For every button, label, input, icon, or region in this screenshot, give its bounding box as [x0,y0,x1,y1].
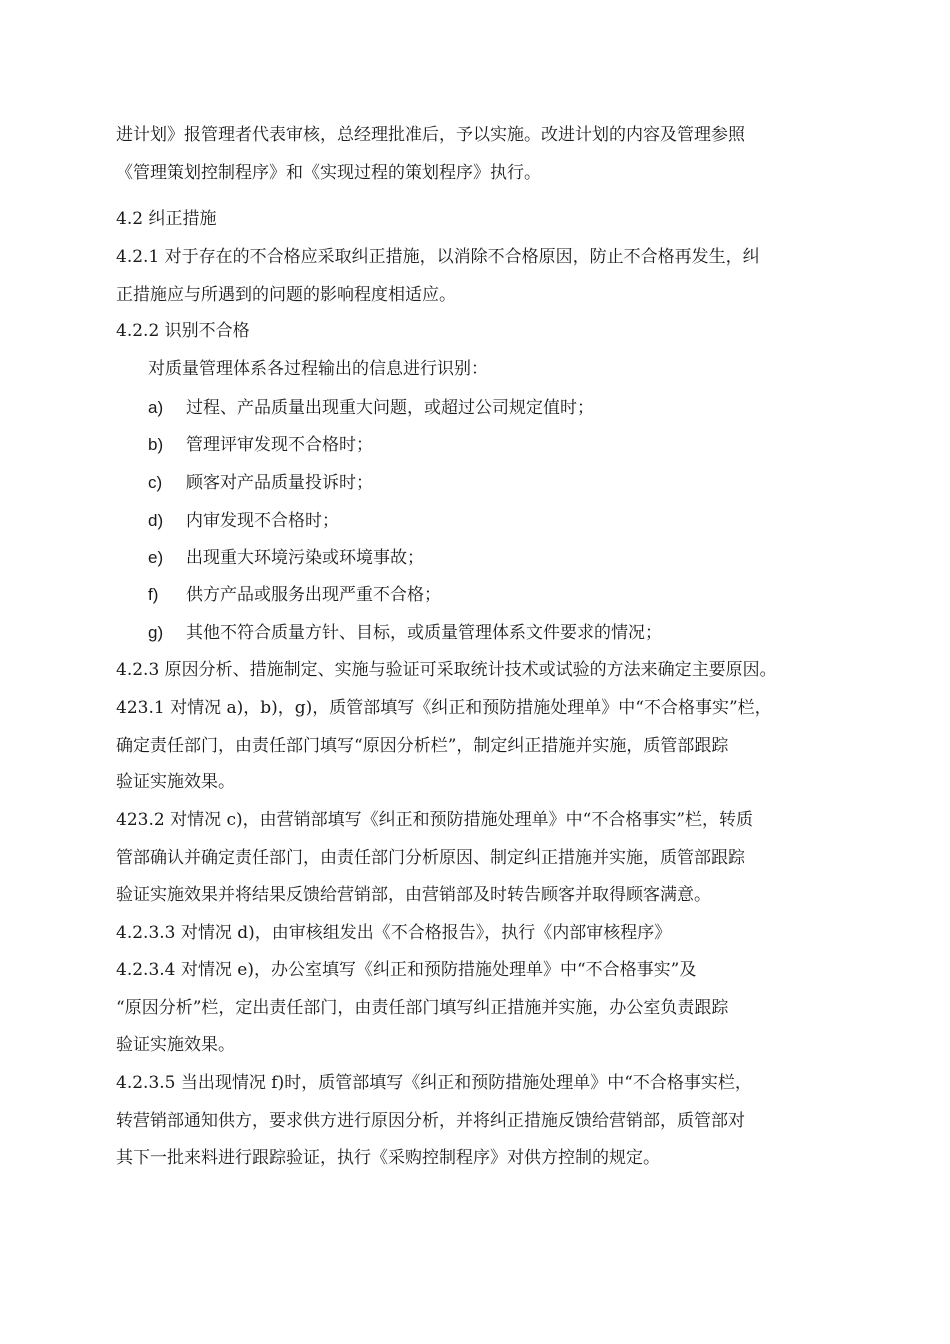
list-item [148,584,441,606]
paragraph-line: 验证实施效果。 [116,1035,235,1055]
paragraph-line: 管部确认并确定责任部门，由责任部门分析原因、制定纠正措施并实施，质管部跟踪 [116,848,745,868]
subsection-heading: 4.2.3 原因分析、措施制定、实施与验证可采取统计技术或试验的方法来确定主要原因。 [116,660,777,680]
paragraph-line: 转营销部通知供方，要求供方进行原因分析，并将纠正措施反馈给营销部，质管部对 [116,1111,745,1131]
list-item-text: 顾客对产品质量投诉时； [186,473,373,493]
list-item [148,510,339,532]
paragraph-line: 验证实施效果。 [116,772,235,792]
paragraph-line: 4.2.3.5 当出现情况 f)时，质管部填写《纠正和预防措施处理单》中“不合格事实栏， [116,1073,752,1093]
list-item-label: f) [148,585,159,604]
list-item-text: 内审发现不合格时； [186,511,339,531]
list-item-label: c) [148,473,163,492]
list-item-label: b) [148,435,164,454]
paragraph-line: 进计划》报管理者代表审核，总经理批准后，予以实施。改进计划的内容及管理参照 [116,125,745,145]
paragraph-line: 4.2.3.3 对情况 d)，由审核组发出《不合格报告》，执行《内部审核程序》 [116,923,672,943]
list-item-label: g) [148,623,164,642]
list-item-text: 出现重大环境污染或环境事故； [186,548,424,568]
list-item-text: 供方产品或服务出现严重不合格； [186,585,441,605]
list-item-label: d) [148,511,164,530]
paragraph-line: 其下一批来料进行跟踪验证，执行《采购控制程序》对供方控制的规定。 [116,1148,660,1168]
paragraph-line: 正措施应与所遇到的问题的影响程度相适应。 [116,285,456,305]
list-item [148,434,373,456]
paragraph-line: 423.1 对情况 a)，b)，g)，质管部填写《纠正和预防措施处理单》中“不合格事实”栏， [116,698,772,718]
paragraph-line: 验证实施效果并将结果反馈给营销部，由营销部及时转告顾客并取得顾客满意。 [116,885,711,905]
list-item [148,547,424,569]
section-heading: 4.2 纠正措施 [116,209,217,229]
paragraph-line: “原因分析”栏，定出责任部门，由责任部门填写纠正措施并实施，办公室负责跟踪 [116,998,729,1018]
list-item [148,622,662,644]
list-item-label: a) [148,398,164,417]
paragraph-line: 423.2 对情况 c)，由营销部填写《纠正和预防措施处理单》中“不合格事实”栏，转质 [116,810,754,830]
paragraph-line: 4.2.1 对于存在的不合格应采取纠正措施，以消除不合格原因，防止不合格再发生，纠 [116,247,760,267]
list-item [148,472,373,494]
list-item-text: 其他不符合质量方针、目标，或质量管理体系文件要求的情况； [186,623,662,643]
paragraph-line: 确定责任部门，由责任部门填写“原因分析栏”，制定纠正措施并实施，质管部跟踪 [116,736,729,756]
paragraph-line: 对质量管理体系各过程输出的信息进行识别： [148,359,488,379]
list-item-label: e) [148,548,164,567]
subsection-heading: 4.2.2 识别不合格 [116,321,250,341]
paragraph-line: 《管理策划控制程序》和《实现过程的策划程序》执行。 [116,163,541,183]
list-item-text: 过程、产品质量出现重大问题，或超过公司规定值时； [186,398,594,418]
list-item-text: 管理评审发现不合格时； [186,435,373,455]
list-item [148,397,594,419]
paragraph-line: 4.2.3.4 对情况 e)，办公室填写《纠正和预防措施处理单》中“不合格事实”及 [116,960,697,980]
